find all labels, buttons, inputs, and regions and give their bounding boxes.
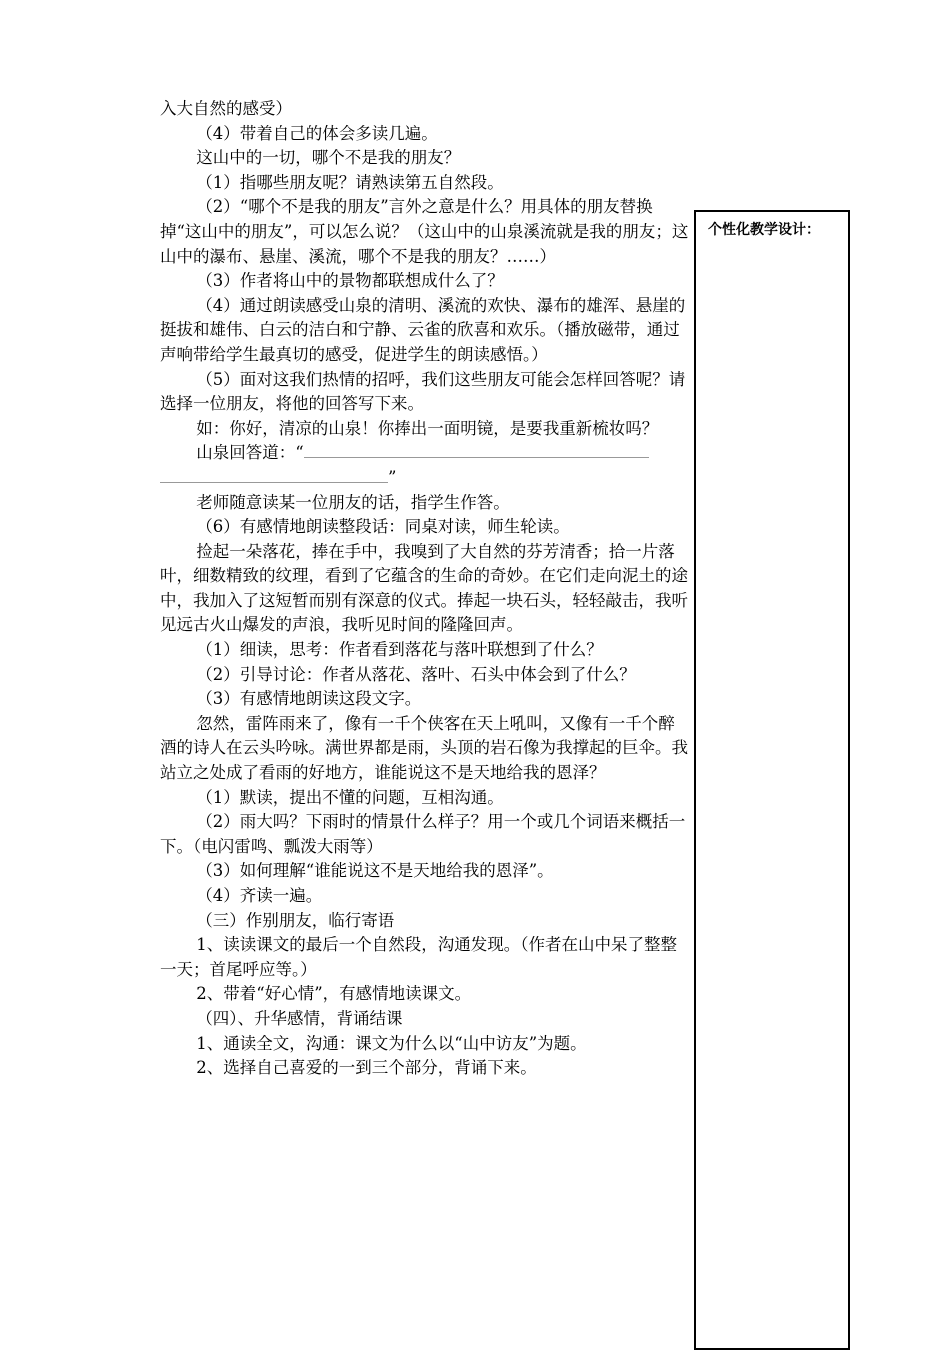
paragraph: 如：你好，清凉的山泉！你捧出一面明镜，是要我重新梳妆吗？: [196, 418, 659, 438]
sidebar-title: 个性化教学设计：: [708, 222, 820, 238]
paragraph: （3）作者将山中的景物都联想成什么了？: [196, 271, 504, 291]
paragraph: （3）有感情地朗读这段文字。: [196, 689, 422, 709]
paragraph: 入大自然的感受）: [160, 99, 292, 118]
paragraph: 老师随意读某一位朋友的话，指学生作答。: [196, 492, 510, 512]
section-heading: （四）、升华感情，背诵结课: [196, 1008, 403, 1028]
answer-prefix: 山泉回答道：“: [196, 443, 304, 463]
paragraph: 2、选择自己喜爱的一到三个部分，背诵下来。: [196, 1058, 537, 1078]
paragraph: （2）雨大吗？下雨时的情景什么样子？用一个或几个词语来概括一下。（电闪雷鸣、瓢泼大雨等）: [160, 812, 686, 856]
paragraph: （1）指哪些朋友呢？请熟读第五自然段。: [196, 172, 504, 192]
paragraph: （1）细读，思考：作者看到落花与落叶联想到了什么？: [196, 640, 603, 660]
paragraph: 2、带着“好心情”，有感情地读课文。: [196, 984, 472, 1004]
paragraph: （6）有感情地朗读整段话：同桌对读，师生轮读。: [196, 517, 570, 537]
lesson-body-text: [160, 97, 690, 1081]
paragraph: （2）“哪个不是我的朋友”言外之意是什么？用具体的朋友替换掉“这山中的朋友”，可以怎么说？（这山中的山泉溪流就是我的朋友；这山中的瀑布、悬崖、溪流，哪个不是我的朋友？……）: [160, 197, 689, 266]
answer-blank: [304, 443, 649, 458]
section-heading: （三）作别朋友，临行寄语: [196, 910, 395, 930]
fill-in-paragraph: [160, 441, 690, 490]
paragraph: （5）面对这我们热情的招呼，我们这些朋友可能会怎样回答呢？请选择一位朋友，将他的回答写下来。: [160, 369, 686, 414]
paragraph: （4）齐读一遍。: [196, 886, 323, 905]
paragraph: （4）带着自己的体会多读几遍。: [196, 123, 438, 143]
paragraph: 捡起一朵落花，捧在手中，我嗅到了大自然的芬芳清香；拾一片落叶，细数精致的纹理，看到了它蕴含的生命的奇妙。在它们走向泥土的途中，我加入了这短暂而别有深意的仪式。捧起一块石头，轻轻敲击，我听见远古火山爆发的声浪，我听见时间的隆隆回声。: [160, 541, 688, 635]
answer-blank-continued: [160, 468, 388, 483]
paragraph: （4）通过朗读感受山泉的清明、溪流的欢快、瀑布的雄浑、悬崖的挺拔和雄伟、白云的洁白和宁静、云雀的欣喜和欢乐。（播放磁带，通过声响带给学生最真切的感受，促进学生的朗读感悟。）: [160, 295, 686, 364]
paragraph: （1）默读，提出不懂的问题，互相沟通。: [196, 787, 504, 807]
paragraph: 忽然，雷阵雨来了，像有一千个侠客在天上吼叫，又像有一千个醉酒的诗人在云头吟咏。满世界都是雨，头顶的岩石像为我撑起的巨伞。我站立之处成了看雨的好地方，谁能说这不是天地给我的恩泽？: [160, 713, 688, 783]
paragraph: 这山中的一切，哪个不是我的朋友？: [196, 148, 461, 168]
paragraph: 1、通读全文，沟通：课文为什么以“山中访友”为题。: [196, 1033, 587, 1053]
personalized-design-box: [694, 210, 850, 1350]
paragraph: （3）如何理解“谁能说这不是天地给我的恩泽”。: [196, 861, 554, 881]
paragraph: （2）引导讨论：作者从落花、落叶、石头中体会到了什么？: [196, 664, 636, 684]
paragraph: 1、读读课文的最后一个自然段，沟通发现。（作者在山中呆了整整一天；首尾呼应等。）: [160, 935, 678, 979]
answer-suffix: ”: [388, 467, 397, 487]
